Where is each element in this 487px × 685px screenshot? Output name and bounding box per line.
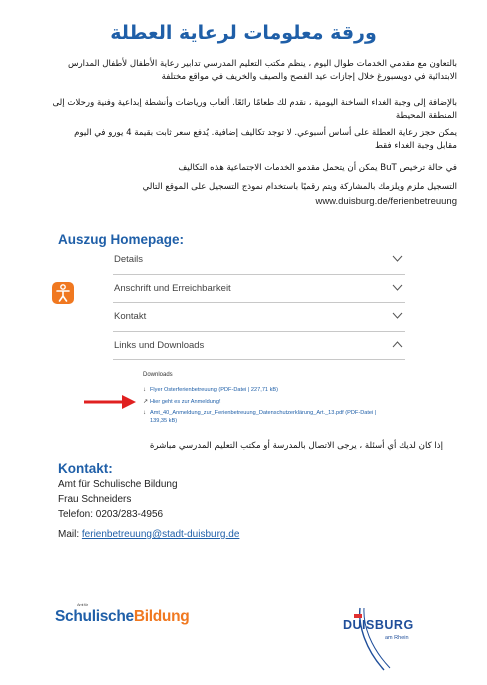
external-link-icon: ↗ [143, 398, 149, 405]
questions-note: إذا كان لديك أي أسئلة ، يرجى الاتصال بالمدرسة أو مكتب التعليم المدرسي مباشرة [149, 441, 443, 451]
chevron-up-icon [392, 341, 403, 348]
booking-paragraph: يمكن حجز رعاية العطلة على أساس أسبوعي. لا توجد تكاليف إضافية. يُدفع سعر ثابت بقيمة 4 يورو في اليوم مقابل وجبة الغداء فقط [74, 128, 457, 151]
mail-label: Mail: [58, 529, 82, 540]
downloads-panel [143, 372, 383, 429]
red-arrow-icon [82, 393, 140, 411]
logo-part1: Schulische [55, 608, 134, 625]
registration-link[interactable]: Hier geht es zur Anmeldung! [150, 398, 221, 405]
accordion-label: Links und Downloads [114, 340, 205, 352]
contact-phone: Telefon: 0203/283-4956 [58, 509, 164, 520]
contact-mail [58, 529, 239, 540]
chevron-down-icon [392, 255, 403, 262]
page-title: ورقة معلومات لرعاية العطلة [110, 22, 377, 44]
contact-heading: Kontakt: [58, 461, 113, 476]
registration-paragraph: التسجيل ملزم ويلزمك بالمشاركة ويتم رقميًا باستخدام نموذج التسجيل على الموقع التالي [142, 182, 457, 192]
contact-office: Amt für Schulische Bildung [58, 479, 178, 490]
registration-link-row[interactable] [143, 399, 383, 407]
duisburg-logo [340, 604, 440, 674]
accordion-label: Anschrift und Erreichbarkeit [114, 282, 231, 294]
downloads-heading: Downloads [143, 372, 173, 378]
schulische-bildung-logo [55, 602, 190, 626]
logo-small-text: Amt für [77, 602, 88, 607]
accessibility-icon [52, 282, 74, 304]
mail-link[interactable]: ferienbetreuung@stadt-duisburg.de [81, 529, 240, 540]
intro-paragraph: بالتعاون مع مقدمي الخدمات طوال اليوم ، ينظم مكتب التعليم المدرسي تدابير رعاية الأطفال لأطفال المدارس الابتدائية في دويسبورغ خلال إجازات عيد الفصح والصيف والخريف في مواقع مختلفة [68, 59, 457, 82]
registration-url[interactable]: www.duisburg.de/ferienbetreuung [315, 196, 457, 207]
download-flyer[interactable] [143, 387, 383, 395]
accordion-label: Kontakt [114, 311, 147, 323]
logo-word: DUISBURG [343, 618, 414, 632]
but-paragraph: في حالة ترخيص BuT يمكن أن يتحمل مقدمو الخدمات الاجتماعية هذه التكاليف [178, 163, 457, 173]
accordion-item-links-downloads[interactable] [113, 332, 405, 361]
contact-person: Frau Schneiders [58, 494, 132, 505]
download-link[interactable]: Flyer Osterferienbetreuung (PDF-Datei | 227,71 kB) [150, 387, 278, 393]
homepage-heading: Auszug Homepage: [58, 232, 185, 247]
download-icon: ↓ [143, 410, 146, 416]
accordion-item-details[interactable] [113, 246, 405, 275]
download-icon: ↓ [143, 387, 146, 393]
meals-paragraph: بالإضافة إلى وجبة الغداء الساخنة اليومية ، نقدم لك طعامًا رائعًا. ألعاب ورياضات وأنشطة إبداعية وفنية ورحلات إلى المنطقة المحيطة [52, 98, 457, 121]
logo-part2: Bildung [133, 608, 190, 625]
logo-sub: am Rhein [385, 635, 409, 641]
chevron-down-icon [392, 284, 403, 291]
accordion-label: Details [114, 254, 144, 266]
download-link[interactable]: Amt_40_Anmeldung_zur_Ferienbetreuung_Datenschutzerklärung_Art._13.pdf (PDF-Datei | 139,35 kB) [150, 410, 377, 424]
accordion-item-address[interactable] [113, 275, 405, 304]
accordion-item-contact[interactable] [113, 303, 405, 332]
chevron-down-icon [392, 312, 403, 319]
download-privacy[interactable] [143, 410, 383, 425]
accordion [113, 246, 405, 360]
